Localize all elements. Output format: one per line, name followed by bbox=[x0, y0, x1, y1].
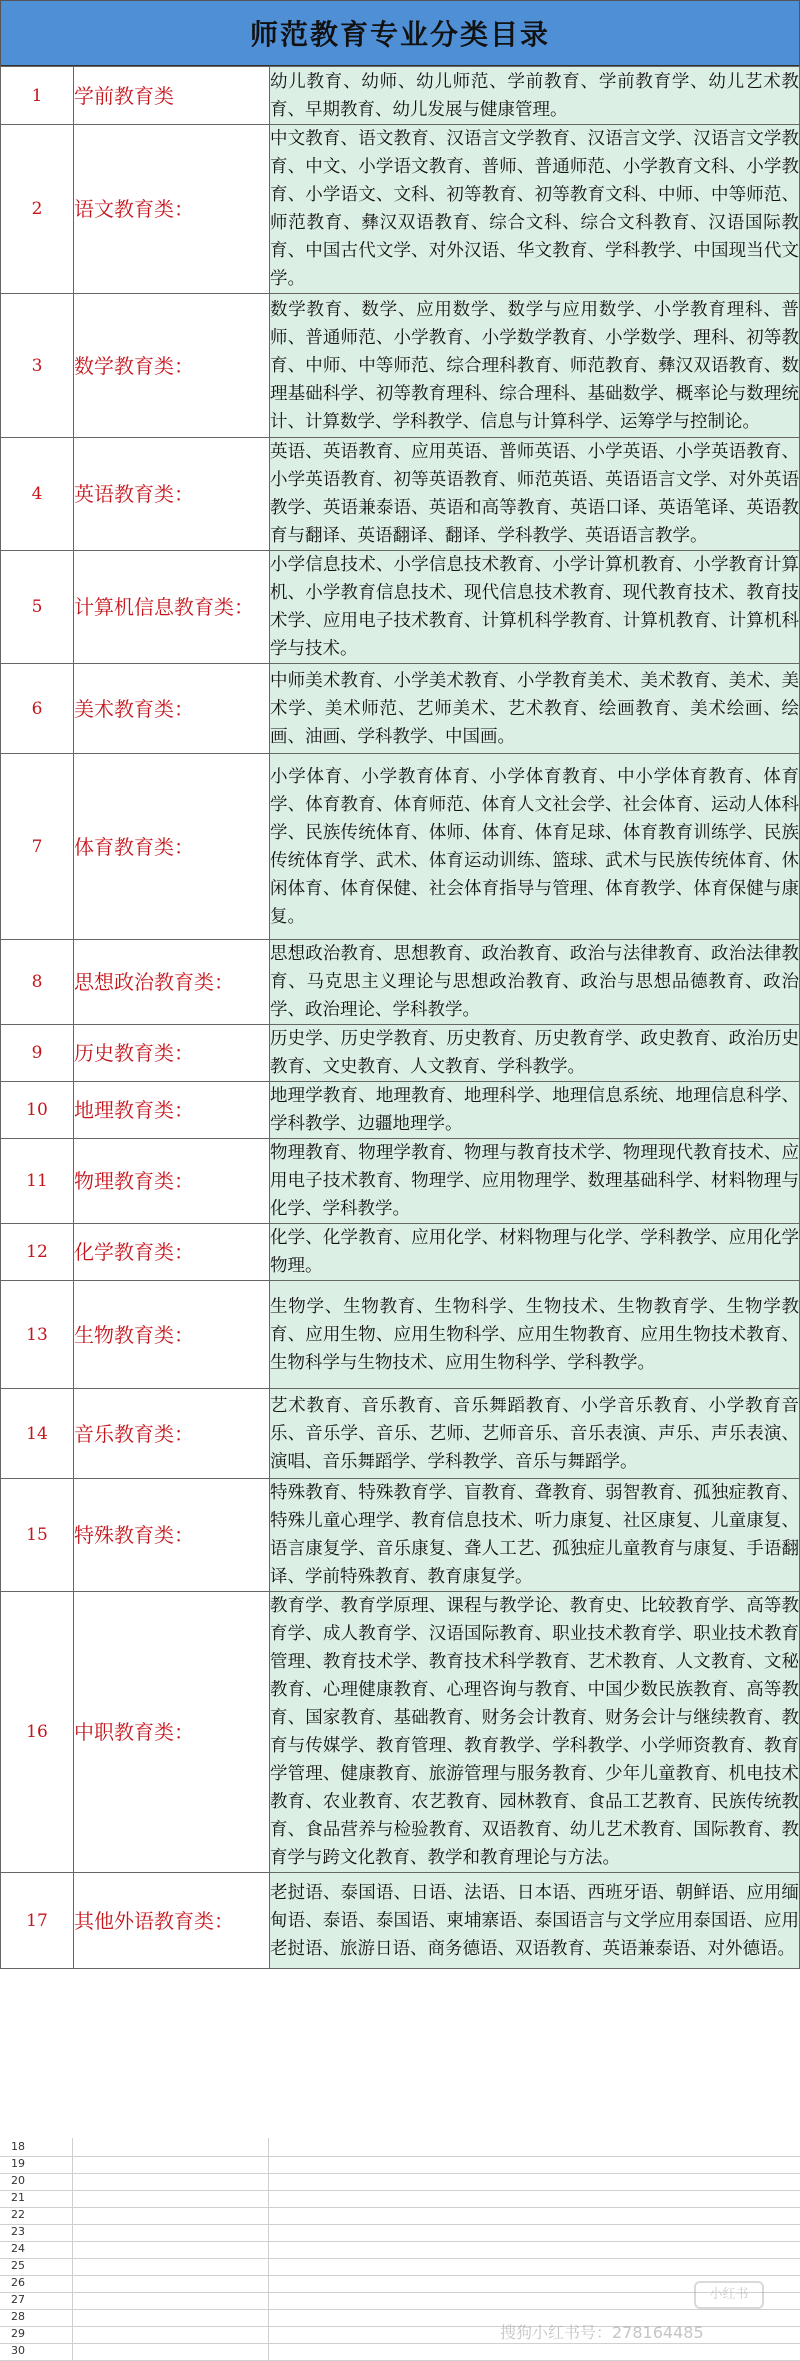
grid-line bbox=[268, 2342, 269, 2360]
category-row bbox=[1, 1389, 800, 1479]
empty-row-number: 19 bbox=[11, 2157, 25, 2170]
row-number: 2 bbox=[1, 125, 74, 294]
category-majors: 中文教育、语文教育、汉语言文学教育、汉语言文学、汉语言文学教育、中文、小学语文教育、普师、普通师范、小学教育文科、小学教育、小学语文、文科、初等教育、初等教育文科、中师、中等师范、师范教育、彝汉双语教育、综合文科、综合文科教育、汉语国际教育、中国古代文学、对外汉语、华文教育、学科教学、中国现当代文学。 bbox=[270, 125, 800, 294]
grid-line bbox=[72, 2342, 73, 2360]
category-majors: 物理教育、物理学教育、物理与教育技术学、物理现代教育技术、应用电子技术教育、物理学、应用物理学、数理基础科学、材料物理与化学、学科教学。 bbox=[270, 1139, 800, 1224]
category-name: 地理教育类： bbox=[74, 1082, 270, 1139]
row-number: 14 bbox=[1, 1389, 74, 1479]
grid-line bbox=[72, 2138, 73, 2156]
row-number: 4 bbox=[1, 438, 74, 551]
category-majors: 中师美术教育、小学美术教育、小学教育美术、美术教育、美术、美术学、美术师范、艺师美术、艺术教育、绘画教育、美术绘画、绘画、油画、学科教学、中国画。 bbox=[270, 664, 800, 754]
grid-line bbox=[72, 2325, 73, 2343]
category-row bbox=[1, 1082, 800, 1139]
watermark: 搜狗小红书号：278164485 bbox=[500, 2323, 704, 2342]
category-name: 物理教育类： bbox=[74, 1139, 270, 1224]
grid-line bbox=[72, 2308, 73, 2326]
category-name: 美术教育类： bbox=[74, 664, 270, 754]
category-majors: 艺术教育、音乐教育、音乐舞蹈教育、小学音乐教育、小学教育音乐、音乐学、音乐、艺师、艺师音乐、音乐表演、声乐、声乐表演、演唱、音乐舞蹈学、学科教学、音乐与舞蹈学。 bbox=[270, 1389, 800, 1479]
empty-row-number: 22 bbox=[11, 2208, 25, 2221]
category-row bbox=[1, 125, 800, 294]
grid-line bbox=[72, 2257, 73, 2275]
category-majors: 老挝语、泰国语、日语、法语、日本语、西班牙语、朝鲜语、应用缅甸语、泰语、泰国语、柬埔寨语、泰国语言与文学应用泰国语、应用老挝语、旅游日语、商务德语、双语教育、英语兼泰语、对外德语。 bbox=[270, 1873, 800, 1969]
row-number: 10 bbox=[1, 1082, 74, 1139]
row-number: 12 bbox=[1, 1224, 74, 1281]
category-majors: 化学、化学教育、应用化学、材料物理与化学、学科教学、应用化学物理。 bbox=[270, 1224, 800, 1281]
row-number: 5 bbox=[1, 551, 74, 664]
empty-row-number: 26 bbox=[11, 2276, 25, 2289]
empty-row bbox=[0, 2342, 800, 2361]
category-row bbox=[1, 1139, 800, 1224]
grid-line bbox=[72, 2274, 73, 2292]
category-row bbox=[1, 67, 800, 125]
empty-row-number: 23 bbox=[11, 2225, 25, 2238]
grid-line bbox=[268, 2172, 269, 2190]
category-row bbox=[1, 1592, 800, 1873]
empty-row-number: 21 bbox=[11, 2191, 25, 2204]
empty-row-number: 27 bbox=[11, 2293, 25, 2306]
category-name: 化学教育类： bbox=[74, 1224, 270, 1281]
grid-line bbox=[268, 2223, 269, 2241]
category-majors: 特殊教育、特殊教育学、盲教育、聋教育、弱智教育、孤独症教育、特殊儿童心理学、教育信息技术、听力康复、社区康复、儿童康复、语言康复学、音乐康复、聋人工艺、孤独症儿童教育与康复、手语翻译、学前特殊教育、教育康复学。 bbox=[270, 1479, 800, 1592]
row-number: 8 bbox=[1, 940, 74, 1025]
empty-row-number: 28 bbox=[11, 2310, 25, 2323]
category-name: 思想政治教育类： bbox=[74, 940, 270, 1025]
category-name: 特殊教育类： bbox=[74, 1479, 270, 1592]
category-majors: 地理学教育、地理教育、地理科学、地理信息系统、地理信息科学、学科教学、边疆地理学。 bbox=[270, 1082, 800, 1139]
row-number: 3 bbox=[1, 294, 74, 438]
grid-line bbox=[268, 2155, 269, 2173]
category-majors: 小学信息技术、小学信息技术教育、小学计算机教育、小学教育计算机、小学教育信息技术、现代信息技术教育、现代教育技术、教育技术学、应用电子技术教育、计算机科学教育、计算机教育、计算机科学与技术。 bbox=[270, 551, 800, 664]
grid-line bbox=[72, 2155, 73, 2173]
row-number: 11 bbox=[1, 1139, 74, 1224]
row-number: 1 bbox=[1, 67, 74, 125]
grid-line bbox=[268, 2206, 269, 2224]
category-majors: 英语、英语教育、应用英语、普师英语、小学英语、小学英语教育、小学英语教育、初等英语教育、师范英语、英语语言文学、对外英语教学、英语兼泰语、英语和高等教育、英语口译、英语笔译、英语教育与翻译、英语翻译、翻译、学科教学、英语语言教学。 bbox=[270, 438, 800, 551]
grid-line bbox=[72, 2206, 73, 2224]
watermark-logo: 小红书 bbox=[694, 2281, 764, 2309]
row-number: 17 bbox=[1, 1873, 74, 1969]
grid-line bbox=[72, 2172, 73, 2190]
category-row bbox=[1, 1224, 800, 1281]
category-row bbox=[1, 1479, 800, 1592]
category-row bbox=[1, 294, 800, 438]
empty-row-number: 24 bbox=[11, 2242, 25, 2255]
title-row bbox=[0, 0, 800, 67]
category-table bbox=[0, 66, 800, 1969]
category-row bbox=[1, 664, 800, 754]
grid-line bbox=[72, 2240, 73, 2258]
category-name: 英语教育类： bbox=[74, 438, 270, 551]
category-name: 生物教育类： bbox=[74, 1281, 270, 1389]
category-row bbox=[1, 438, 800, 551]
row-number: 16 bbox=[1, 1592, 74, 1873]
category-name: 语文教育类： bbox=[74, 125, 270, 294]
grid-line bbox=[268, 2291, 269, 2309]
row-number: 9 bbox=[1, 1025, 74, 1082]
category-row bbox=[1, 551, 800, 664]
row-number: 6 bbox=[1, 664, 74, 754]
empty-row-number: 20 bbox=[11, 2174, 25, 2187]
category-majors: 幼儿教育、幼师、幼儿师范、学前教育、学前教育学、幼儿艺术教育、早期教育、幼儿发展与健康管理。 bbox=[270, 67, 800, 125]
row-number: 15 bbox=[1, 1479, 74, 1592]
grid-line bbox=[72, 2291, 73, 2309]
grid-line bbox=[268, 2308, 269, 2326]
category-majors: 数学教育、数学、应用数学、数学与应用数学、小学教育理科、普师、普通师范、小学教育、小学数学教育、小学数学、理科、初等教育、中师、中等师范、综合理科教育、师范教育、彝汉双语教育、数理基础科学、初等教育理科、综合理科、基础数学、概率论与数理统计、计算数学、学科教学、信息与计算科学、运筹学与控制论。 bbox=[270, 294, 800, 438]
grid-line bbox=[72, 2223, 73, 2241]
category-row bbox=[1, 1025, 800, 1082]
category-name: 音乐教育类： bbox=[74, 1389, 270, 1479]
category-name: 其他外语教育类： bbox=[74, 1873, 270, 1969]
empty-row-number: 25 bbox=[11, 2259, 25, 2272]
grid-line bbox=[268, 2274, 269, 2292]
grid-line bbox=[268, 2325, 269, 2343]
grid-line bbox=[268, 2240, 269, 2258]
category-name: 数学教育类： bbox=[74, 294, 270, 438]
empty-row-number: 18 bbox=[11, 2140, 25, 2153]
grid-line bbox=[268, 2189, 269, 2207]
category-row bbox=[1, 940, 800, 1025]
category-majors: 历史学、历史学教育、历史教育、历史教育学、政史教育、政治历史教育、文史教育、人文教育、学科教学。 bbox=[270, 1025, 800, 1082]
category-name: 体育教育类： bbox=[74, 754, 270, 940]
grid-line bbox=[268, 2257, 269, 2275]
row-number: 13 bbox=[1, 1281, 74, 1389]
category-majors: 思想政治教育、思想教育、政治教育、政治与法律教育、政治法律教育、马克思主义理论与思想政治教育、政治与思想品德教育、政治学、政治理论、学科教学。 bbox=[270, 940, 800, 1025]
category-majors: 生物学、生物教育、生物科学、生物技术、生物教育学、生物学教育、应用生物、应用生物科学、应用生物教育、应用生物技术教育、生物科学与生物技术、应用生物科学、学科教学。 bbox=[270, 1281, 800, 1389]
empty-row-number: 30 bbox=[11, 2344, 25, 2357]
row-number: 7 bbox=[1, 754, 74, 940]
category-row bbox=[1, 1873, 800, 1969]
category-name: 学前教育类 bbox=[74, 67, 270, 125]
category-majors: 教育学、教育学原理、课程与教学论、教育史、比较教育学、高等教育学、成人教育学、汉语国际教育、职业技术教育学、职业技术教育管理、教育技术学、教育技术科学教育、艺术教育、人文教育、文秘教育、心理健康教育、心理咨询与教育、中国少数民族教育、高等教育、国家教育、基础教育、财务会计教育、财务会计与继续教育、教育与传媒学、教育管理、教育教学、学科教学、小学师资教育、教育学管理、健康教育、旅游管理与服务教育、少年儿童教育、机电技术教育、农业教育、农艺教育、园林教育、食品工艺教育、民族传统教育、食品营养与检验教育、双语教育、幼儿艺术教育、国际教育、教育学与跨文化教育、教学和教育理论与方法。 bbox=[270, 1592, 800, 1873]
grid-line bbox=[268, 2138, 269, 2156]
category-name: 历史教育类： bbox=[74, 1025, 270, 1082]
category-majors: 小学体育、小学教育体育、小学体育教育、中小学体育教育、体育学、体育教育、体育师范、体育人文社会学、社会体育、运动人体科学、民族传统体育、体师、体育、体育足球、体育教育训练学、民族传统体育学、武术、体育运动训练、篮球、武术与民族传统体育、休闲体育、体育保健、社会体育指导与管理、体育教学、体育保健与康复。 bbox=[270, 754, 800, 940]
empty-row-number: 29 bbox=[11, 2327, 25, 2340]
category-row bbox=[1, 1281, 800, 1389]
category-name: 计算机信息教育类： bbox=[74, 551, 270, 664]
grid-line bbox=[72, 2189, 73, 2207]
page-title: 师范教育专业分类目录 bbox=[249, 18, 550, 51]
category-name: 中职教育类： bbox=[74, 1592, 270, 1873]
category-row bbox=[1, 754, 800, 940]
